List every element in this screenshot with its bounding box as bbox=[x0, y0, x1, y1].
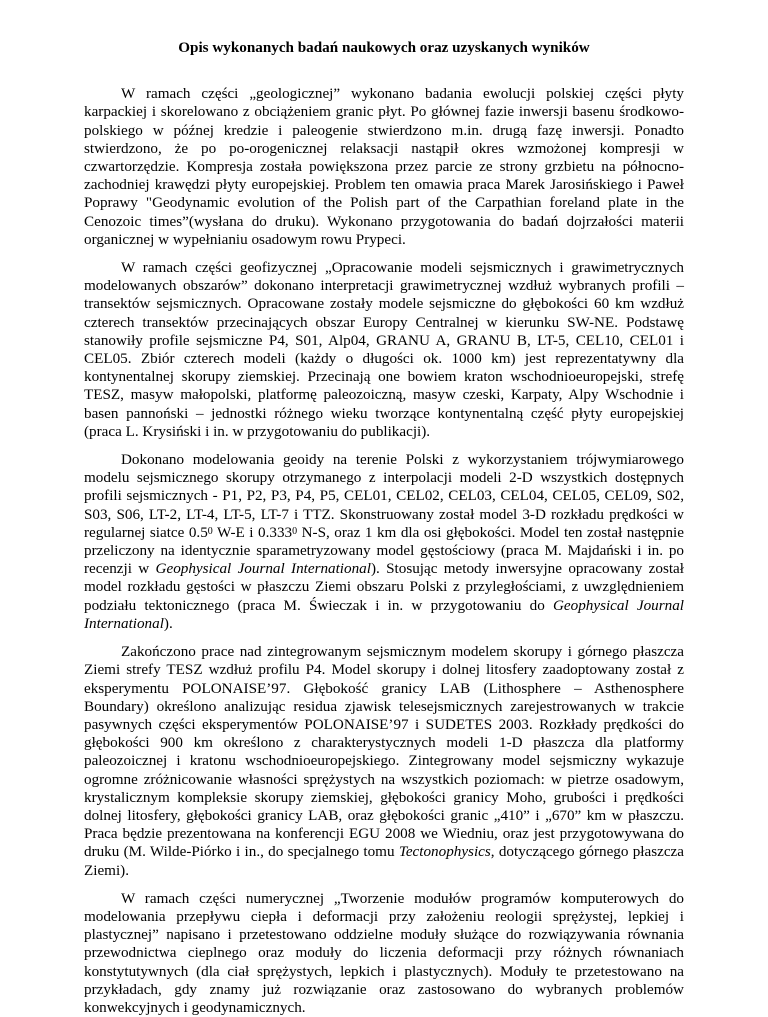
paragraph-text: Dokonano modelowania geoidy na terenie Polski z wykorzystaniem trójwymiarowego modelu sejsmicznego skorupy otrzymanego z interpolacji modeli 2-D wszystkich dostępnych profili sejsmicznych - P1, P2, P3, P4, P5, CEL01, CEL02, CEL03, CEL04, CEL05, CEL09, S02, S03, S06, LT-2, LT-4, LT-5, LT-7 i TTZ. Skonstruowany został model 3-D rozkładu prędkości w regularnej siatce 0.5 bbox=[84, 451, 684, 541]
paragraph-text: ). Stosując metody inwersyjne opracowany został model rozkładu gęstości w płaszczu Ziemi obszaru Polski z przyległościami, z uwzględnieniem podziału tektonicznego (praca M. Świeczak i in. w przygotowaniu do bbox=[84, 560, 684, 614]
paragraph-numerical: W ramach części numerycznej „Tworzenie modułów programów komputerowych do modelowania przepływu ciepła i deformacji przy założeniu reologii sprężystej, lepkiej i plastycznej” napisano i przetestowano oddzielne moduły służące do rozwiązywania równania przewodnictwa cieplnego oraz moduły do liczenia deformacji przy różnych równaniach konstytutywnych (dla ciał sprężystych, lepkich i plastycznych). Moduły te przetestowano na przykładach, gdy znamy już rozwiązanie oraz zastosowano do wybranych problemów konwekcyjnych i geodynamicznych. bbox=[84, 889, 684, 1016]
journal-name: Geophysical Journal International bbox=[84, 596, 684, 632]
journal-name: Geophysical Journal International bbox=[155, 560, 371, 578]
paragraph-geophysics: W ramach części geofizycznej „Opracowanie modeli sejsmicznych i grawimetrycznych modelowanych obszarów” dokonano interpretacji grawimetrycznej wzdłuż wybranych profili – transektów sejsmicznych. Opracowane zostały modele sejsmiczne do głębokości 60 km wzdłuż czterech transektów przecinających obszar Europy Centralnej w kierunku SW-NE. Podstawę stanowiły profile sejsmiczne P4, S01, Alp04, GRANU A, GRANU B, LT-5, CEL10, CEL01 i CEL05. Zbiór czterech modeli (każdy o długości ok. 1000 km) jest reprezentatywny dla kontynentalnej skorupy ziemskiej. Przecinają one bowiem kraton wschodnioeuropejski, strefę TESZ, masyw małopolski, platformę paleozoiczną, masyw czeski, Karpaty, Alpy Wschodnie i basen pannoński – jednostki różnego wieku tworzące kontynentalną część płyty europejskiej (praca L. Krysiński i in. w przygotowaniu do publikacji). bbox=[84, 259, 684, 440]
degree-superscript: 0 bbox=[207, 525, 213, 537]
document-title: Opis wykonanych badań naukowych oraz uzyskanych wyników bbox=[178, 39, 590, 56]
paragraph-geology: W ramach części „geologicznej” wykonano badania ewolucji polskiej części płyty karpackiej i skorelowano z obciążeniem granic płyt. Po głównej fazie inwersji basenu środkowo-polskiego w późnej kredzie i paleogenie stwierdzono m.in. drugą fazę inwersji. Ponadto stwierdzono, że po po-orogenicznej relaksacji nastąpił okres wzmożonej kompresji w czwartorzędzie. Kompresja została powiększona przez parcie ze strony grzbietu na północno-zachodniej krawędzi płyty europejskiej. Problem ten omawia praca Marek Jarosińskiego i Paweł Poprawy "Geodynamic evolution of the Polish part of the Carpathian foreland plate in the Cenozoic times”(wysłana do druku). Wykonano przygotowania do badań dojrzałości materii organicznej w wypełnianiu osadowym rowu Prypeci. bbox=[84, 85, 684, 248]
paragraph-text: W-E i 0.333 bbox=[212, 523, 293, 541]
degree-superscript: 0 bbox=[292, 525, 298, 537]
paragraph-text: N-S, oraz 1 km dla osi głębokości. Model ten został następnie przeliczony na identycznie sparametryzowany model gęstościowy (praca M. Majdański i in. po recenzji w bbox=[84, 523, 684, 578]
paragraph-text: , dotyczącego górnego płaszcza Ziemi). bbox=[84, 843, 684, 879]
journal-name: Tectonophysics bbox=[398, 843, 491, 861]
paragraph-text: ). bbox=[163, 614, 173, 632]
paragraph-text: Zakończono prace nad zintegrowanym sejsmicznym modelem skorupy i górnego płaszcza Ziemi strefy TESZ wzdłuż profilu P4. Model skorupy i dolnej litosfery zaadoptowany został z eksperymentu POLONAISE’97. Głębokość granicy LAB (Lithosphere – Asthenosphere Boundary) określono analizując residua zjawisk telesejsmicznych zarejestrowanych w trakcie pasywnych części eksperymentów POLONAISE’97 i SUDETES 2003. Rozkłady prędkości do głębokości 900 km określono z charakterystycznych modeli 1-D płaszcza dla platformy paleozoicznej i kratonu wschodnioeuropejskiego. Zintegrowany model sejsmiczny wykazuje ogromne zróżnicowanie własności sprężystych na wszystkich poziomach: w pietrze osadowym, krystalicznym kompleksie skorupy ziemskiej, głębokości granicy Moho, grubości i prędkości dolnej litosfery, głębokości granicy LAB, oraz głębokości granic „410” i „670” km w płaszczu. Praca będzie prezentowana na konferencji EGU 2008 we Wiedniu, oraz jest przygotowywana do druku (M. Wilde-Piórko i in., do specjalnego tomu bbox=[84, 643, 684, 861]
paragraph-geoid-modelling bbox=[84, 451, 684, 633]
paragraph-tesz-model bbox=[84, 643, 684, 880]
